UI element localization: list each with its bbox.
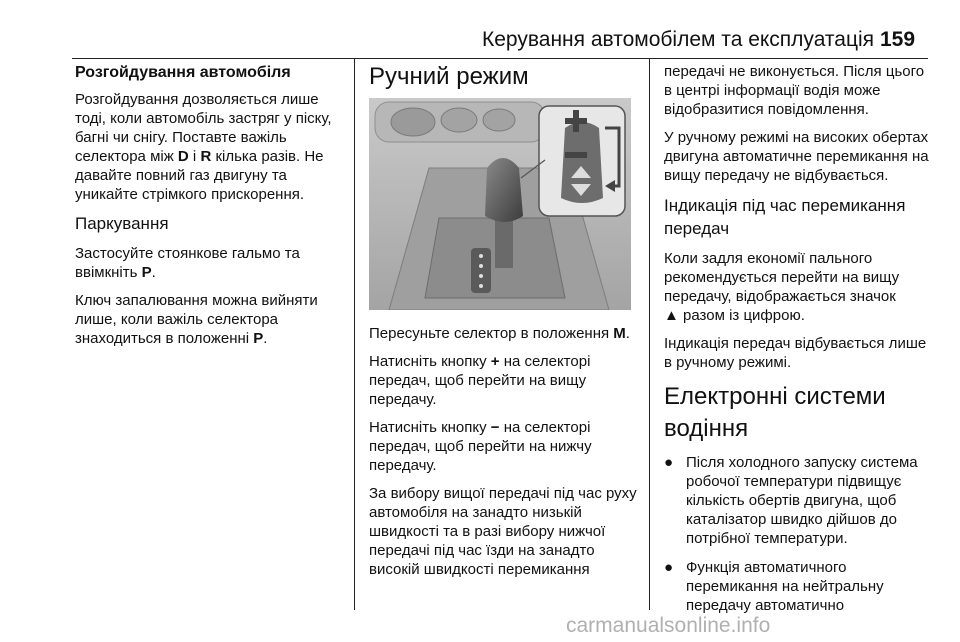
column-divider-1	[354, 58, 355, 610]
rocking-text-1: Розгойдування дозволяється лише тоді, коли автомобіль застряг у піску, багні чи снігу. Поставте важіль селектора між	[75, 91, 332, 165]
column-3	[664, 62, 934, 625]
gear-selector-drawing	[369, 98, 631, 310]
manual-p1	[369, 324, 641, 343]
parking-paragraph-2	[75, 291, 347, 348]
heading-parking: Паркування	[75, 214, 169, 233]
column-2	[369, 62, 641, 588]
gear-p-label-2: P	[253, 330, 264, 347]
watermark: carmanualsonline.info	[566, 614, 771, 637]
gear-r-label: R	[200, 148, 212, 165]
col3-p3	[664, 249, 934, 325]
gear-p-label: P	[141, 264, 152, 281]
manual-p1-text: Пересуньте селектор в положення	[369, 325, 614, 342]
upshift-triangle-icon: ▲	[664, 307, 679, 324]
col3-p3-end: разом із цифрою.	[678, 307, 805, 324]
manual-p1-end: .	[625, 325, 630, 342]
parking-text-1-end: .	[151, 264, 156, 281]
bullet-dot-icon: ●	[664, 454, 674, 471]
minus-icon: −	[490, 419, 500, 436]
manual-p3-text: Натисніть кнопку	[369, 419, 491, 436]
bullet-text: Функція автоматичного перемикання на нейтральну передачу автоматично	[686, 559, 884, 614]
col3-p1: передачі не виконується. Після цього в центрі інформації водія може відобразитися повідомлення.	[664, 63, 925, 118]
gear-d-label: D	[177, 148, 189, 165]
plus-icon: +	[490, 353, 500, 370]
heading-gear-indication: Індикація під час перемикання передач	[664, 196, 906, 238]
bullet-text: Після холодного запуску система робочої температури підвищує кількість обертів двигуна, щоб каталізатор швидко дійшов до потрібної температури.	[686, 454, 918, 547]
gear-m-label: M	[613, 325, 626, 342]
list-item	[664, 558, 934, 615]
manual-p2	[369, 352, 641, 409]
page-header	[0, 0, 960, 58]
heading-electronic-systems: Електронні системи водіння	[664, 383, 886, 442]
manual-p2-end: на селекторі передач, щоб перейти на вищу передачу.	[369, 353, 591, 408]
heading-manual-mode: Ручний режим	[369, 63, 529, 90]
parking-text-2-end: .	[263, 330, 268, 347]
bullet-dot-icon: ●	[664, 559, 674, 576]
header-rule	[72, 58, 928, 59]
parking-text-2: Ключ запалювання можна вийняти лише, коли важіль селектора знаходиться в положенні	[75, 292, 318, 347]
heading-rocking: Розгойдування автомобіля	[75, 64, 291, 81]
parking-paragraph-1	[75, 244, 347, 282]
manual-p4: За вибору вищої передачі під час руху автомобіля на занадто низькій швидкості та в разі вибору нижчої передачі під час їзди на занадто високій швидкості перемикання	[369, 485, 637, 578]
column-1	[75, 62, 347, 357]
page-number: 159	[880, 28, 916, 51]
rocking-text-3: кілька разів. Не давайте повний газ двигуну та уникайте стрімкого прискорення.	[75, 148, 324, 203]
rocking-text-2: і	[188, 148, 201, 165]
column-divider-2	[649, 58, 650, 610]
col3-p4: Індикація передач відбувається лише в ручному режимі.	[664, 335, 927, 371]
manual-p3-end: на селекторі передач, щоб перейти на нижчу передачу.	[369, 419, 592, 474]
manual-p2-text: Натисніть кнопку	[369, 353, 491, 370]
parking-text-1: Застосуйте стоянкове гальмо та ввімкніть	[75, 245, 300, 281]
running-header-title: Керування автомобілем та експлуатація	[482, 28, 875, 51]
manual-p3	[369, 418, 641, 475]
col3-p2: У ручному режимі на високих обертах двигуна автоматичне перемикання на вищу передачу не відбувається.	[664, 129, 929, 184]
gear-selector-illustration	[369, 98, 631, 310]
rocking-paragraph	[75, 90, 347, 204]
list-item	[664, 453, 934, 548]
col3-p3-text: Коли задля економії пального рекомендується перейти на вищу передачу, відображається значок	[664, 250, 900, 305]
